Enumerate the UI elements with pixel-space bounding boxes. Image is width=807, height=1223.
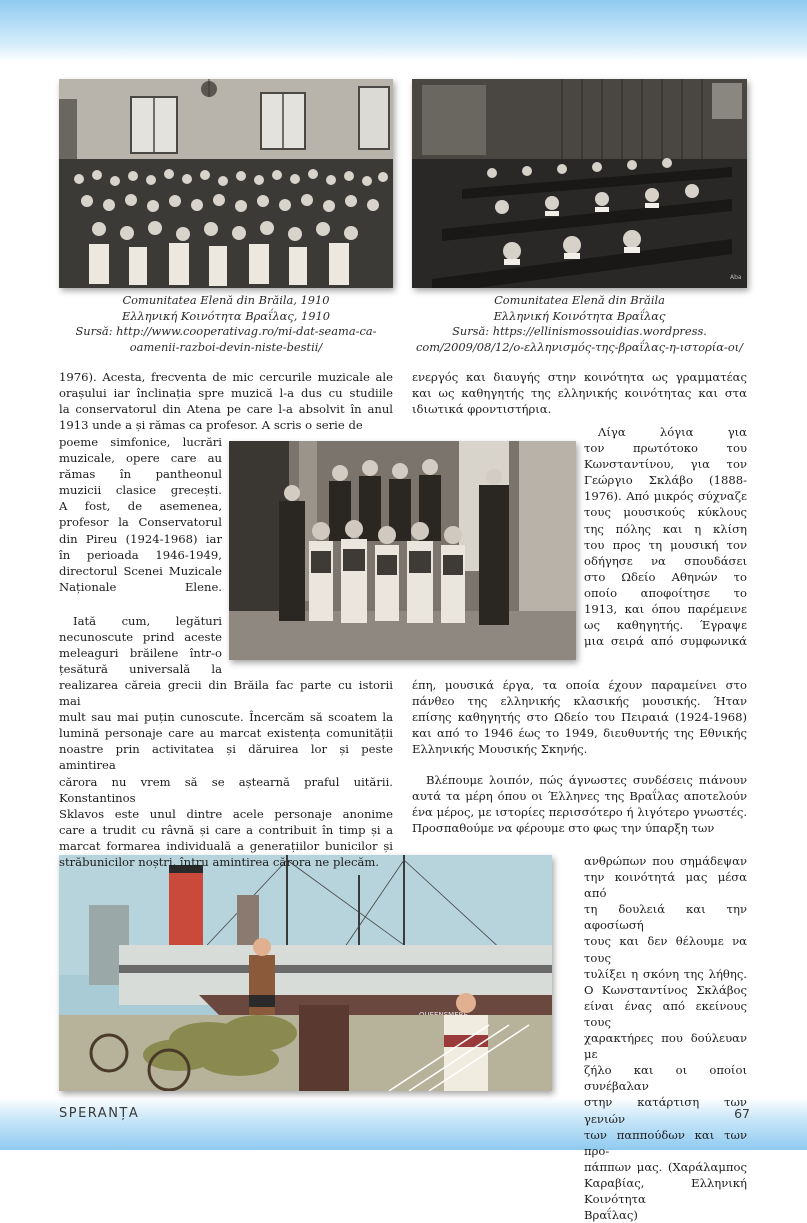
text-line: Καραβίας, Ελληνική Κοινότητα [584,1175,747,1206]
text-line: ανθρώπων που σημάδεψαν [584,854,747,868]
text-line: muzicii clasice grecești. [59,483,222,498]
text-line: țesătură universală la [59,662,222,677]
text-line: directorul Scenei Muzicale [59,563,222,578]
text-line: lumină personaje care au marcat existența comunității [59,726,393,741]
greek-paragraph-2-full [412,772,747,836]
caption-line: Sursă: http://www.cooperativag.ro/mi-dat-seama-ca- [75,324,377,338]
text-line: orașului iar înclinația spre muzică l-a dus cu studiile [59,386,393,401]
romanian-paragraph-1-wrap [59,434,222,595]
text-line: Iată cum, legături [73,614,222,628]
text-line: poeme simfonice, lucrări [59,435,222,449]
text-line: care a trudit cu râvnă și care a contribuit în timp și a [59,822,393,837]
text-line: Λίγα λόγια για [598,425,747,439]
romanian-paragraph-2-wrap [59,613,222,677]
text-line: μια σειρά από συμφωνικά [584,634,747,649]
text-line: της πόλης και η κλίση [584,521,747,536]
text-line: la conservatorul din Atena pe care l-a absolvit în anul [59,402,393,417]
greek-paragraph-1-full [412,677,747,757]
text-line: A fost, de asemenea, [59,499,222,514]
text-line: έπη, μουσικά έργα, τα οποία έχουν παραμείνει στο [412,678,747,692]
text-line: ζήλο και οι οποίοι συνέβαλαν [584,1063,747,1094]
photo-classroom [412,79,747,288]
text-line: είναι ένας από εκείνους τους [584,998,747,1029]
text-line: πάνθεο της ελληνικής κλασικής μουσικής. Ήταν [412,694,747,709]
text-line: 1976). Acesta, frecventa de mic cercurile muzicale ale [59,370,393,384]
text-line: και από το 1946 έως το 1949, διευθυντής της Εθνικής [412,726,747,741]
romanian-paragraph-1-full [59,369,393,433]
text-line: χαρακτήρες που δούλευαν με [584,1031,747,1062]
text-line: 1913, και όπου παρέμεινε [584,602,747,617]
text-line: Ελληνικής Μουσικής Σκηνής. [412,742,588,757]
text-line: Γεώργιο Σκλάβο (1888- [584,473,747,488]
text-line: noastre prin activitatea și dăruirea lor și peste amintirea [59,742,393,773]
caption-photo-2 [412,293,747,355]
text-line: marcat formarea individuală a generațiilor bunicilor și [59,838,393,853]
caption-line: oamenii-razboi-devin-niste-bestii/ [129,339,323,354]
header-band [0,0,807,62]
text-line: Κωνσταντίνου, για τον [584,457,747,472]
text-line: οδήγησε να σπουδάσει [584,553,747,568]
text-line: străbunicilor noștri, întru amintirea cărora ne plecăm. [59,855,380,870]
text-line: τον πρωτότοκο του [584,441,747,456]
text-line: Naționale Elene. [59,579,222,594]
text-line: ιδιωτικά φροντιστήρια. [412,402,552,417]
text-line: Βραΐλας) [584,1208,638,1223]
text-line: în perioada 1946-1949, [59,547,222,562]
text-line: ένα μέρος, με ιστορίες περισσότερο ή λιγότερο γνωστές. [412,805,747,820]
text-line: din Pireu (1924-1968) iar [59,531,222,546]
photo-mark: Aba [730,274,742,281]
magazine-title: SPERANȚA [59,1106,140,1121]
caption-line: Comunitatea Elenă din Brăila [494,293,665,307]
greek-paragraph-top [412,369,747,417]
text-line: τους μουσικούς κύκλους [584,505,747,520]
text-line: Βλέπουμε λοιπόν, πώς άγνωστες συνδέσεις πιάνουν [426,773,747,787]
text-line: Προσπαθούμε να φέρουμε στο φως την ύπαρξη των [412,821,715,836]
photo-greek-community-1910 [59,79,393,288]
text-line: profesor la Conservatorul [59,515,222,530]
text-line: την κοινότητά μας μέσα από [584,870,747,901]
caption-line: Ελληνική Κοινότητα Βραΐλας, 1910 [122,308,330,323]
text-line: τους και δεν θέλουμε να τους [584,934,747,965]
text-line: realizarea căreia grecii din Brăila fac parte cu istorii mai [59,678,393,709]
text-line: οποίο αποφοίτησε το [584,585,747,600]
text-line: Ο Κωνσταντίνος Σκλάβος [584,982,747,997]
text-line: cărora nu vrem să se aștearnă praful uitării. Konstantinos [59,774,393,805]
text-line: και ως καθηγητής της ελληνικής κοινότητας και στα [412,386,747,401]
caption-line: Sursă: https://ellinismossouidias.wordpress. [452,324,707,338]
text-line: necunoscute prind aceste [59,630,222,645]
text-line: αυτά τα μέρη όπου οι Έλληνες της Βραΐλας αποτελούν [412,789,747,804]
text-line: 1976). Από μικρός σύχναζε [584,489,747,504]
text-line: στο Ωδείο Αθηνών το [584,569,747,584]
text-line: 1913 unde a și rămas ca profesor. A scris o serie de [59,418,363,433]
greek-paragraph-1-wrap [584,424,747,649]
romanian-paragraph-2-full [59,677,393,870]
greek-paragraph-2-wrap [584,853,747,1223]
text-line: muzicale, opere care au [59,451,222,466]
text-line: του προς τη μουσική τον [584,537,747,552]
text-line: ενεργός και διαυγής στην κοινότητα ως γραμματέας [412,370,747,384]
text-line: ως καθηγητής. Έγραψε [584,618,747,633]
photo-port-ship-postcard [59,855,552,1091]
text-line: στην κατάρτιση των γενιών [584,1095,747,1126]
text-line: τυλίξει η σκόνη της λήθης. [584,966,747,981]
caption-line: com/2009/08/12/ο-ελληνισμός-της-βραΐλας-η-ιστορία-οι/ [416,339,743,354]
photo-group-traditional-costume [229,441,576,660]
caption-photo-1 [59,293,393,355]
text-line: πάππων μας. (Χαράλαμπος [584,1159,747,1174]
caption-line: Ελληνική Κοινότητα Βραΐλας [493,308,666,323]
text-line: Sklavos este unul dintre acele personaje anonime [59,806,393,821]
page-number: 67 [734,1106,750,1121]
text-line: επίσης καθηγητής στο Ωδείο του Πειραιά (1924-1968) [412,710,747,725]
caption-line: Comunitatea Elenă din Brăila, 1910 [122,293,330,307]
text-line: meleaguri brăilene într-o [59,646,222,661]
text-line: τη δουλειά και την αφοσίωσή [584,902,747,933]
text-line: των παππούδων και των προ- [584,1127,747,1158]
text-line: mult sau mai puțin cunoscute. Încercăm să scoatem la [59,710,393,725]
text-line: rămas în pantheonul [59,467,222,482]
